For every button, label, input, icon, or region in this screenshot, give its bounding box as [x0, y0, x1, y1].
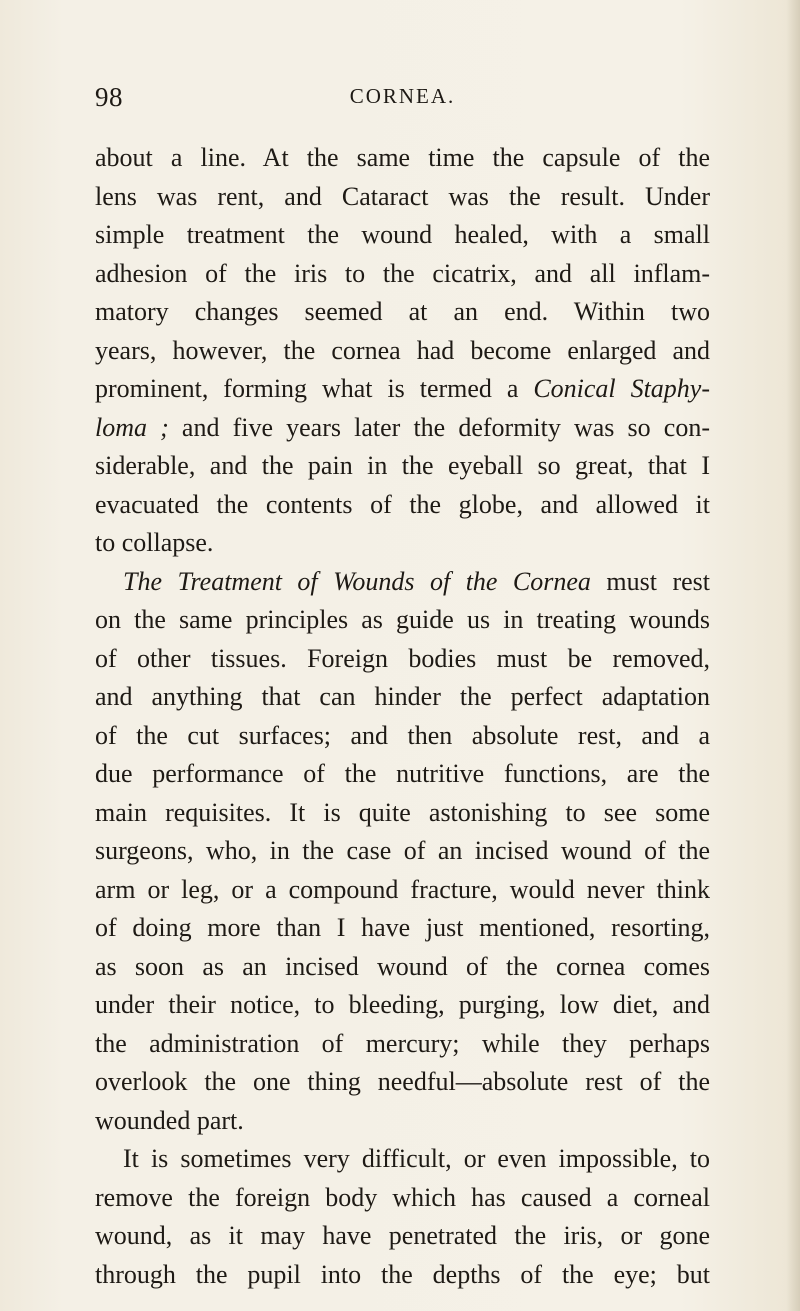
body-text [95, 139, 710, 1294]
text-line: lens was rent, and Cataract was the result. Under [95, 181, 710, 211]
text-line: on the same principles as guide us in treating wounds [95, 605, 710, 634]
text-line: wound, as it may have penetrated the iris, or gone [95, 1221, 710, 1250]
text-line: to collapse. [95, 528, 214, 557]
text-line: simple treatment the wound healed, with a small [95, 220, 710, 249]
text-line: arm or leg, or a compound fracture, would never think [95, 874, 710, 904]
italic-phrase: loma ; [95, 412, 169, 442]
text-segment: and five years later the deformity was so con- [168, 412, 710, 442]
text-line [95, 370, 710, 409]
running-head: CORNEA. [349, 84, 456, 108]
italic-phrase: Conical Staphy- [533, 374, 710, 403]
text-line: siderable, and the pain in the eyeball so great, that I [95, 451, 710, 480]
text-line: and anything that can hinder the perfect adaptation [95, 682, 710, 711]
text-line: matory changes seemed at an end. Within two [95, 297, 710, 326]
text-line: main requisites. It is quite astonishing to see some [95, 797, 710, 827]
text-line: surgeons, who, in the case of an incised wound of the [95, 836, 710, 865]
text-line: evacuated the contents of the globe, and allowed it [95, 489, 710, 519]
text-line [95, 409, 710, 448]
text-line: the administration of mercury; while they perhaps [95, 1028, 710, 1058]
text-line: of the cut surfaces; and then absolute rest, and a [95, 720, 710, 750]
text-line: due performance of the nutritive functions, are the [95, 759, 710, 788]
text-line: It is sometimes very difficult, or even impossible, to [123, 1144, 710, 1173]
text-line: about a line. At the same time the capsule of the [95, 143, 710, 172]
text-line: adhesion of the iris to the cicatrix, and all inflam- [95, 258, 710, 288]
page-header [95, 82, 710, 118]
text-line: years, however, the cornea had become enlarged and [95, 335, 710, 365]
text-line: through the pupil into the depths of the eye; but [95, 1259, 710, 1289]
text-line: under their notice, to bleeding, purging, low diet, and [95, 990, 710, 1019]
italic-phrase: The Treatment of Wounds of the Cornea [123, 566, 591, 596]
text-line: of doing more than I have just mentioned, resorting, [95, 913, 710, 942]
text-segment: must rest [590, 566, 710, 596]
text-line: of other tissues. Foreign bodies must be removed, [95, 643, 710, 673]
page-number: 98 [95, 82, 123, 112]
text-segment: prominent, forming what is termed a [95, 374, 534, 403]
text-line: as soon as an incised wound of the cornea comes [95, 951, 710, 981]
text-line [95, 563, 710, 602]
page-edge-shadow [786, 0, 800, 1311]
text-line: overlook the one thing needful—absolute rest of the [95, 1067, 710, 1096]
text-line: remove the foreign body which has caused a corneal [95, 1182, 710, 1212]
text-line: wounded part. [95, 1105, 244, 1135]
